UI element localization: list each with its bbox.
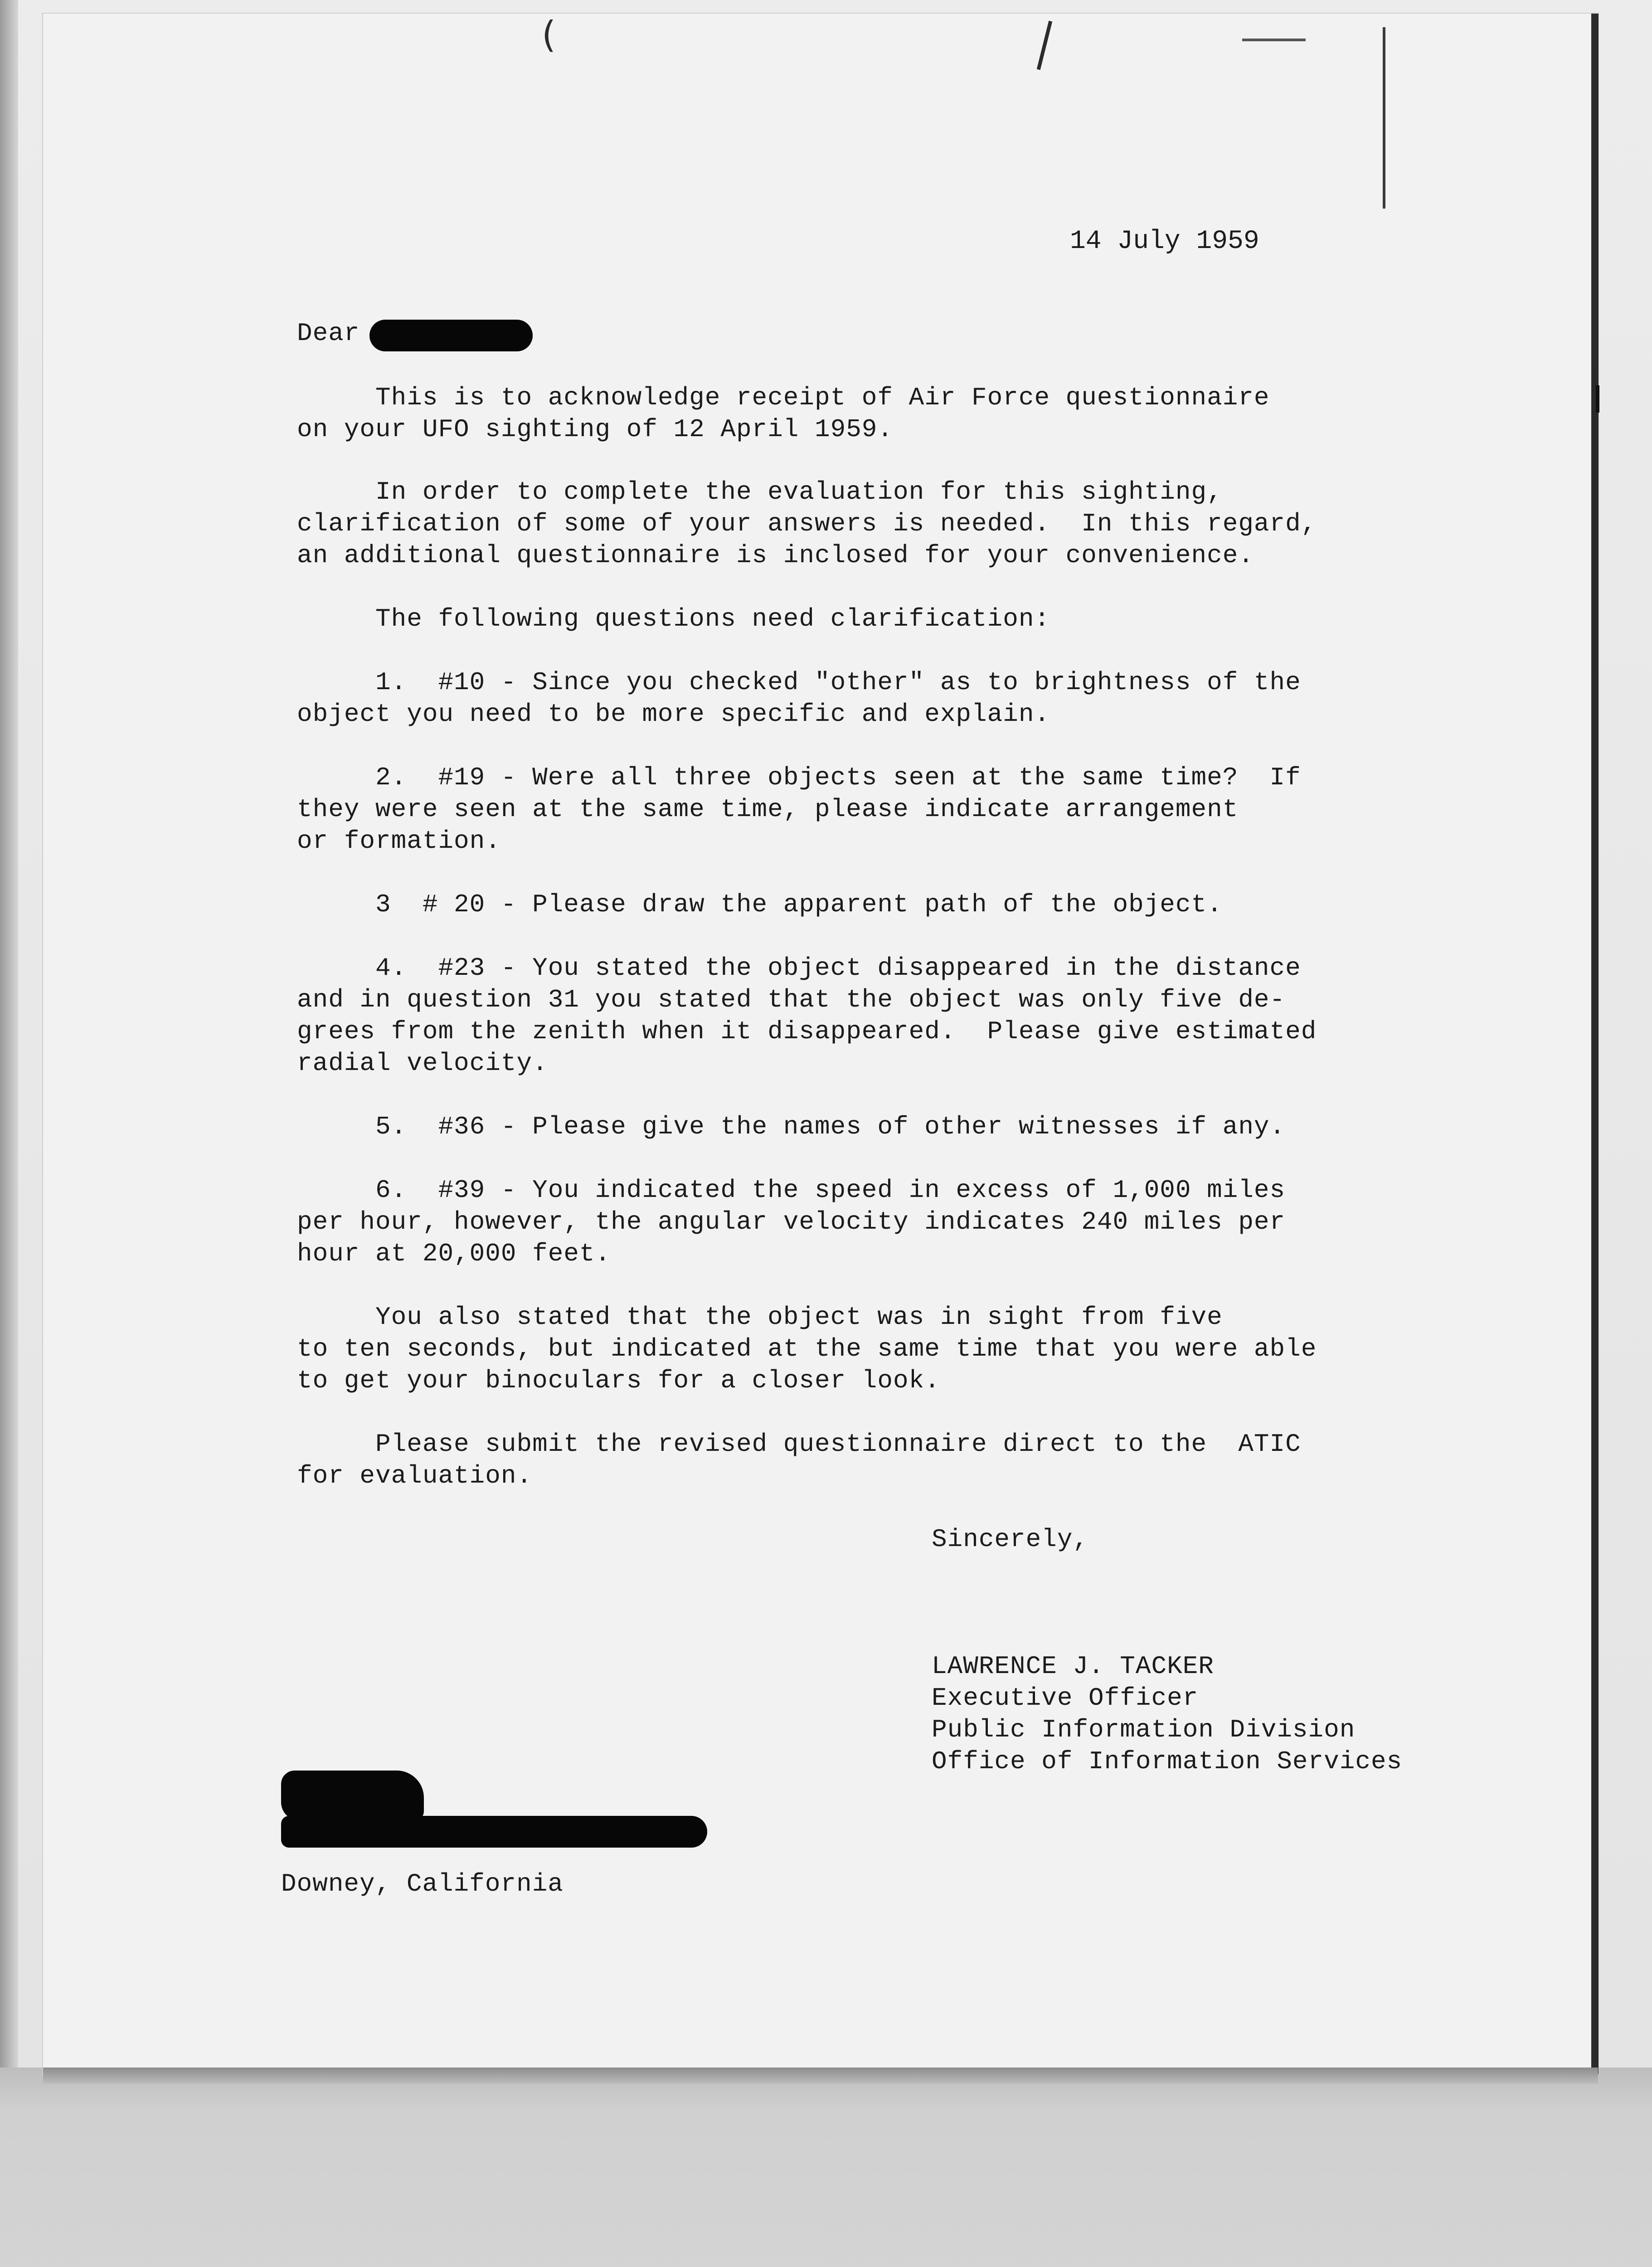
stray-mark-dash bbox=[1242, 39, 1306, 41]
purpose-line-2: clarification of some of your answers is needed. In this regard, bbox=[297, 509, 1317, 538]
signature-office: Office of Information Services bbox=[932, 1747, 1403, 1776]
addressee-location: Downey, California bbox=[281, 1869, 564, 1898]
paper-bottom-edge bbox=[43, 2068, 1598, 2084]
redaction-recipient-name bbox=[369, 320, 533, 351]
question-5-line-1: 5. #36 - Please give the names of other witnesses if any. bbox=[297, 1112, 1286, 1141]
question-4-line-1: 4. #23 - You stated the object disappeared in the distance bbox=[297, 954, 1301, 983]
signature-name: LAWRENCE J. TACKER bbox=[932, 1652, 1214, 1681]
submit-line-1: Please submit the revised questionnaire direct to the ATIC bbox=[297, 1430, 1301, 1459]
redaction-addressee-name bbox=[281, 1771, 424, 1820]
question-1-line-1: 1. #10 - Since you checked "other" as to brightness of the bbox=[297, 668, 1301, 697]
closing: Sincerely, bbox=[932, 1525, 1089, 1554]
scan-bottom-band bbox=[0, 2068, 1652, 2267]
signature-division: Public Information Division bbox=[932, 1715, 1356, 1744]
scan-left-edge bbox=[0, 0, 18, 2267]
question-6-line-3: hour at 20,000 feet. bbox=[297, 1239, 611, 1268]
paper-right-edge bbox=[1591, 14, 1599, 2074]
question-4-line-4: radial velocity. bbox=[297, 1049, 548, 1078]
submit-line-2: for evaluation. bbox=[297, 1461, 533, 1490]
stray-mark-left-paren: ( bbox=[542, 14, 556, 56]
intro-line-1: This is to acknowledge receipt of Air Force questionnaire bbox=[297, 383, 1270, 412]
also-line-1: You also stated that the object was in sight from five bbox=[297, 1303, 1223, 1332]
intro-line-2: on your UFO sighting of 12 April 1959. bbox=[297, 415, 894, 444]
redaction-addressee-street bbox=[281, 1816, 707, 1848]
question-4-line-3: grees from the zenith when it disappeared. Please give estimated bbox=[297, 1017, 1317, 1046]
purpose-line-3: an additional questionnaire is inclosed for your convenience. bbox=[297, 541, 1254, 570]
stray-mark-tick bbox=[1596, 385, 1599, 413]
question-3-line-1: 3 # 20 - Please draw the apparent path of the object. bbox=[297, 890, 1223, 919]
question-6-line-2: per hour, however, the angular velocity indicates 240 miles per bbox=[297, 1207, 1286, 1236]
purpose-line-1: In order to complete the evaluation for this sighting, bbox=[297, 477, 1223, 506]
salutation: Dear bbox=[297, 319, 360, 348]
letter-date: 14 July 1959 bbox=[1070, 227, 1259, 256]
also-line-3: to get your binoculars for a closer look. bbox=[297, 1366, 940, 1395]
question-4-line-2: and in question 31 you stated that the object was only five de- bbox=[297, 985, 1286, 1014]
question-2-line-1: 2. #19 - Were all three objects seen at the same time? If bbox=[297, 763, 1301, 792]
also-line-2: to ten seconds, but indicated at the same time that you were able bbox=[297, 1334, 1317, 1363]
question-2-line-3: or formation. bbox=[297, 827, 501, 856]
signature-title: Executive Officer bbox=[932, 1683, 1199, 1712]
questions-lead: The following questions need clarification: bbox=[297, 604, 1050, 633]
question-6-line-1: 6. #39 - You indicated the speed in excess of 1,000 miles bbox=[297, 1176, 1286, 1205]
stray-mark-vertical-line bbox=[1383, 27, 1385, 209]
question-1-line-2: object you need to be more specific and explain. bbox=[297, 700, 1050, 729]
question-2-line-2: they were seen at the same time, please indicate arrangement bbox=[297, 795, 1239, 824]
